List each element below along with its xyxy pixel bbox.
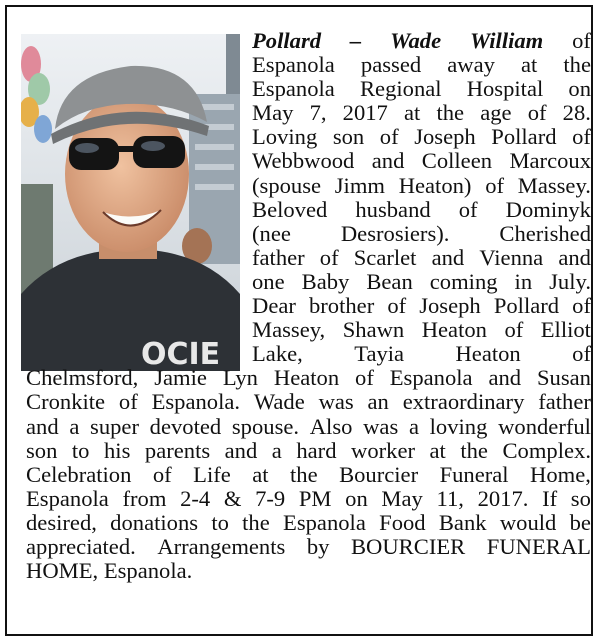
text-word: PM [298, 485, 332, 511]
text-word: Jimm [334, 172, 385, 198]
text-line [26, 535, 591, 559]
text-word: Dear [252, 293, 296, 319]
text-word: (spouse [252, 172, 322, 198]
text-word: of [485, 172, 505, 198]
text-word: 7, [309, 100, 327, 126]
text-word: Jamie [154, 365, 207, 391]
text-word: 11, [436, 485, 464, 511]
text-word: coming [429, 268, 498, 294]
text-word: of [379, 124, 399, 150]
text-word: Espanola [283, 509, 366, 535]
text-word: worker [351, 437, 416, 463]
text-word: was [318, 389, 354, 415]
text-word: Complex. [502, 437, 591, 463]
text-word: Vienna [479, 244, 544, 270]
text-word: on [345, 485, 368, 511]
text-word: Espanola [252, 52, 335, 78]
text-word: Massey. [517, 172, 591, 198]
text-word: FUNERAL [486, 533, 591, 559]
text-word: devoted [149, 413, 222, 439]
text-line [26, 559, 591, 583]
text-word: Heaton [273, 365, 340, 391]
text-word: Shawn [342, 317, 405, 343]
text-word: of [118, 389, 138, 415]
text-word: Heaton [455, 341, 521, 367]
text-word: to [211, 509, 229, 535]
text-word: Also [309, 413, 353, 439]
text-word: Espanola. [103, 558, 193, 584]
text-word: Desrosiers). [340, 220, 450, 246]
text-word: Espanola [389, 365, 473, 391]
text-word: May [381, 485, 423, 511]
text-word: 7-9 [255, 485, 286, 511]
text-word: son [26, 437, 58, 463]
text-word: the [290, 461, 318, 487]
text-word: one [252, 268, 285, 294]
text-word: in [514, 268, 533, 294]
text-word: a [69, 413, 80, 439]
text-word: desired, [26, 509, 97, 535]
text-word: Hospital [466, 76, 544, 102]
text-word: Home, [530, 461, 591, 487]
text-word: Food [379, 509, 426, 535]
text-word: an [367, 389, 389, 415]
svg-text:OCIE: OCIE [141, 337, 221, 371]
text-word: HOME, [26, 558, 99, 584]
text-word: on [568, 76, 591, 102]
text-word: Joseph [414, 124, 476, 150]
text-word: father [538, 389, 591, 415]
text-line [252, 53, 591, 77]
text-word: Funeral [439, 461, 509, 487]
text-word: husband [355, 196, 431, 222]
text-word: 2017. [477, 485, 529, 511]
text-word: Cherished [499, 220, 591, 246]
text-word: from [122, 485, 167, 511]
text-word: 2017 [342, 100, 388, 126]
text-word: at [252, 461, 269, 487]
text-line [252, 294, 591, 318]
text-word: July. [549, 268, 591, 294]
text-word: Colleen [421, 148, 493, 174]
text-word: William [470, 28, 544, 53]
text-word: Tayia [354, 341, 405, 367]
text-word: BOURCIER [350, 533, 466, 559]
text-word: loving [429, 413, 488, 439]
text-word: Pollard [252, 28, 322, 53]
text-word: Regional [359, 76, 442, 102]
text-word: Cronkite [26, 389, 106, 415]
text-word: of [319, 244, 339, 270]
text-word: and [558, 244, 591, 270]
text-word: Pollard [491, 124, 557, 150]
text-word: May [252, 100, 294, 126]
text-word: by [306, 533, 330, 559]
text-word: parents [144, 437, 211, 463]
text-line [252, 222, 591, 246]
text-word: Heaton) [398, 172, 472, 198]
text-line [252, 246, 591, 270]
text-word: of [504, 317, 524, 343]
text-word: Bourcier [339, 461, 419, 487]
text-word: at [429, 437, 446, 463]
text-word: spouse. [231, 413, 300, 439]
text-word: Wade [253, 389, 305, 415]
text-word: Massey, [252, 317, 326, 343]
text-word: Chelmsford, [26, 365, 139, 391]
text-line [26, 463, 591, 487]
text-word: at [403, 100, 421, 126]
text-word: of [572, 341, 591, 367]
text-word: 28. [562, 100, 591, 126]
text-word: brother [308, 293, 375, 319]
text-word: his [104, 437, 131, 463]
text-word: a [271, 437, 282, 463]
text-word: Elliot [540, 317, 591, 343]
text-line [252, 77, 591, 101]
text-word: of [572, 293, 591, 319]
text-word: the [563, 52, 591, 78]
text-line [252, 198, 591, 222]
text-word: Susan [536, 365, 591, 391]
text-line [26, 390, 591, 414]
text-word: and [26, 413, 59, 439]
text-word: a [408, 413, 419, 439]
text-word: the [436, 100, 465, 126]
text-word: of [572, 28, 591, 53]
text-word: and [371, 148, 405, 174]
text-word: hard [296, 437, 337, 463]
text-word: age [480, 100, 512, 126]
text-line [252, 342, 591, 366]
text-line [252, 125, 591, 149]
text-word: be [569, 509, 591, 535]
text-word: Dominyk [505, 196, 591, 222]
text-line [26, 511, 591, 535]
text-word: appreciated. [26, 533, 136, 559]
text-word: at [520, 52, 538, 78]
text-line [252, 174, 591, 198]
text-word: Wade [390, 28, 442, 53]
obituary-notice [5, 5, 593, 636]
text-word: Scarlet [353, 244, 417, 270]
text-line [252, 270, 591, 294]
text-word: donations [110, 509, 199, 535]
text-word: and [488, 365, 522, 391]
text-word: Espanola [252, 76, 335, 102]
text-line [252, 149, 591, 173]
text-word: Espanola. [151, 389, 241, 415]
obituary-text [26, 29, 591, 583]
text-word: Webbwood [252, 148, 355, 174]
text-word: of [152, 461, 172, 487]
text-word: the [460, 437, 488, 463]
text-word: was [363, 413, 399, 439]
text-line [252, 101, 591, 125]
text-word: Pollard [493, 293, 560, 319]
text-word: Loving [252, 124, 318, 150]
text-line [252, 29, 591, 53]
text-word: Lyn [222, 365, 258, 391]
text-word: and [224, 437, 258, 463]
text-word: of [458, 196, 478, 222]
text-word: Heaton [421, 317, 487, 343]
text-line [252, 318, 591, 342]
text-word: father [252, 244, 305, 270]
text-line [26, 366, 591, 390]
text-line [26, 415, 591, 439]
text-word: Celebration [26, 461, 132, 487]
text-word: extraordinary [402, 389, 525, 415]
text-word: Lake, [252, 341, 303, 367]
text-word: and [431, 244, 465, 270]
text-word: Arrangements [157, 533, 286, 559]
text-line [26, 439, 591, 463]
text-word: If [542, 485, 558, 511]
text-word: of [527, 100, 547, 126]
text-word: Baby [301, 268, 350, 294]
text-word: Life [193, 461, 231, 487]
text-word: of [355, 365, 374, 391]
text-word: Bank [438, 509, 487, 535]
text-word: passed [360, 52, 422, 78]
text-word: would [499, 509, 557, 535]
text-word: 2-4 [180, 485, 211, 511]
text-word: of [572, 124, 591, 150]
text-word: son [332, 124, 365, 150]
text-word: Espanola [26, 485, 109, 511]
text-word: to [71, 437, 90, 463]
text-word: super [90, 413, 139, 439]
text-word: Bean [366, 268, 413, 294]
text-word: (nee [252, 220, 291, 246]
text-word: Joseph [419, 293, 481, 319]
text-word: wonderful [498, 413, 591, 439]
text-word: & [223, 485, 242, 511]
text-word: of [387, 293, 407, 319]
text-word: away [447, 52, 495, 78]
text-word: so [570, 485, 591, 511]
text-word: – [349, 28, 362, 53]
text-word: the [242, 509, 270, 535]
text-word: Beloved [252, 196, 328, 222]
text-word: Marcoux [509, 148, 591, 174]
text-line [26, 487, 591, 511]
